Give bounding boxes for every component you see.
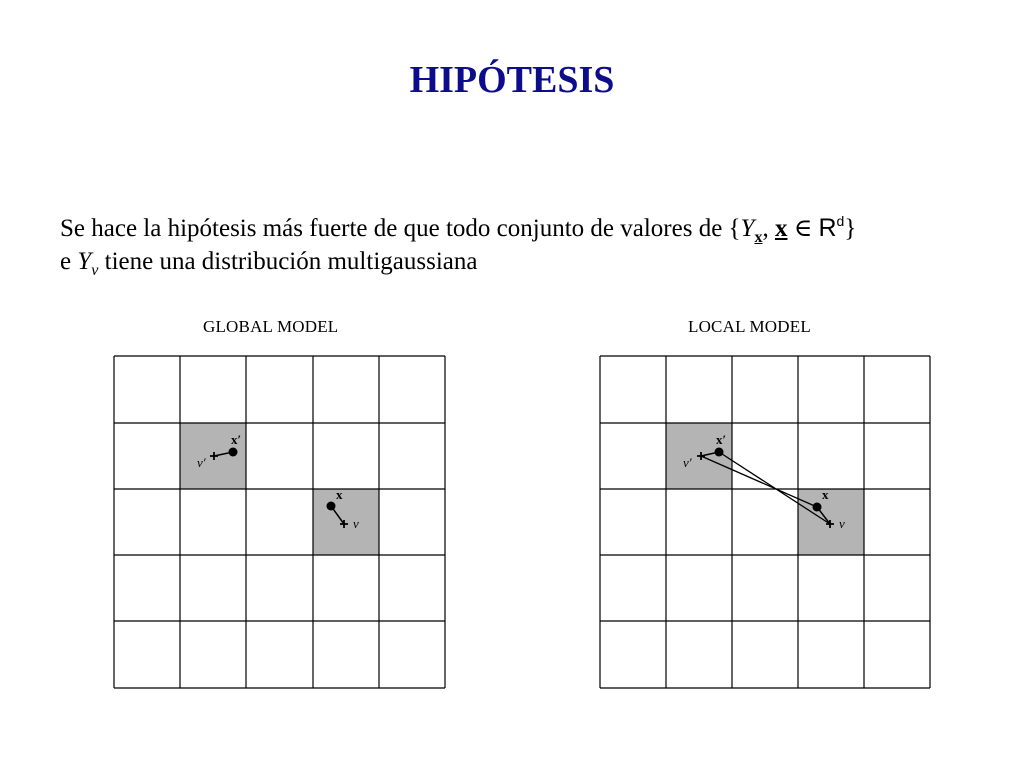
element-of-symbol: ∈ bbox=[787, 215, 819, 242]
global-label-x: x bbox=[336, 487, 343, 502]
v-subscript: v bbox=[91, 262, 99, 279]
x-vector: x bbox=[774, 215, 788, 242]
y-symbol: Y bbox=[740, 215, 755, 242]
local-point-xprime bbox=[715, 448, 724, 457]
global-model-label: GLOBAL MODEL bbox=[203, 317, 339, 336]
local-model-label: LOCAL MODEL bbox=[688, 317, 811, 336]
y-symbol-2: Y bbox=[77, 248, 92, 275]
global-point-x bbox=[327, 502, 336, 511]
local-point-x bbox=[813, 503, 822, 512]
local-label-xprime: x′ bbox=[716, 432, 727, 447]
hypothesis-intro: Se hace la hipótesis más fuerte de que todo conjunto de valores de { bbox=[60, 215, 741, 242]
global-label-vprime: v′ bbox=[197, 455, 206, 470]
hypothesis-end: tiene una distribución multigaussiana bbox=[98, 248, 478, 275]
global-label-v: v bbox=[353, 516, 359, 531]
page-title: HIPÓTESIS bbox=[409, 59, 615, 101]
real-space-symbol: R bbox=[818, 214, 837, 242]
local-link-xprime-v bbox=[719, 452, 830, 524]
comma: , bbox=[762, 215, 775, 242]
local-label-v: v bbox=[839, 516, 845, 531]
local-shaded-cell-x bbox=[798, 489, 864, 555]
global-model-grid bbox=[114, 356, 445, 688]
dimension-superscript: d bbox=[836, 213, 845, 229]
local-label-vprime: v′ bbox=[683, 455, 692, 470]
global-shaded-cell-x bbox=[313, 489, 379, 555]
global-point-xprime bbox=[229, 448, 238, 457]
global-label-xprime: x′ bbox=[231, 432, 242, 447]
close-brace: } bbox=[844, 215, 857, 242]
local-label-x: x bbox=[822, 487, 829, 502]
x-subscript: x bbox=[754, 229, 763, 246]
conjunction-e: e bbox=[60, 248, 78, 275]
local-model-grid bbox=[600, 356, 930, 688]
